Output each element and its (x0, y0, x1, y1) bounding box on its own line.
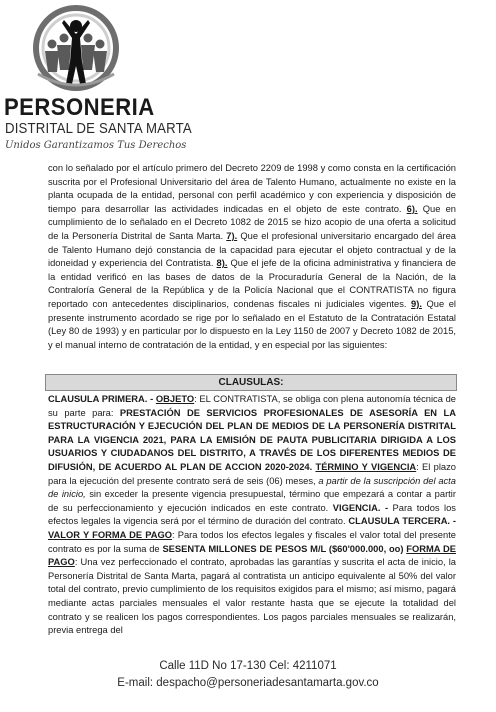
clause-1-text: : EL CONTRATISTA, se obliga con plena autonomía técnica de su parte para: (48, 394, 456, 418)
recitals-text (48, 162, 456, 352)
term-text-italic: a partir de la suscripción del acta de inicio, (48, 475, 456, 500)
clause-3-title: VALOR Y FORMA DE PAGO (48, 529, 173, 540)
recital-9-number: 9). (411, 298, 422, 309)
recital-7-text: Que el profesional universitario encargado del área de Talento Humano dejó constancia de la capacidad para ejecutar el objeto contractual y de la idoneidad y experiencia del Contratista. (48, 230, 456, 269)
org-subtitle: DISTRITAL DE SANTA MARTA (5, 120, 192, 137)
recital-8-text: Que el jefe de la oficina administrativa y financiera de la entidad verificó en las bases de datos de la Procuraduría General de la Nación, de la Contraloría General de la República y de la Policía Nacional que el CONTRATISTA no figura reportado con antecedentes disciplinarios, condenas fiscales ni judiciales vigentes. (48, 258, 456, 309)
clause-3-label: CLAUSULA TERCERA. - (348, 516, 456, 527)
recital-5-text: con lo señalado por el artículo primero del Decreto 2209 de 1998 y como consta en la certificación suscrita por el Profesional Universitario del área de Talento Humano, actualmente no existe en la planta ocupada de la entidad, personal con perfil académico y con experiencia y disposición de tiempo para desarrollar las actividades indicadas en el objeto de este contrato. (48, 163, 456, 214)
clause-3-text-a: : Para todos los efectos legales y fiscales el valor total del presente contrato es por la suma de (48, 529, 456, 554)
recital-9-text: Que el presente instrumento acordado se rige por lo señalado en el Estatuto de la Contratación Estatal (Ley 80 de 1993) y en particular por lo dispuesto en la Ley 1150 de 2007 y Decreto 1082 de 2015, y el manual interno de contratación de la entidad, y en especial por las siguientes: (48, 298, 456, 350)
clausulas-heading: CLAUSULAS: (45, 374, 457, 391)
recital-7-number: 7). (226, 230, 238, 241)
clause-1-title: OBJETO (155, 394, 195, 404)
recital-6-text: Que en cumplimiento de lo señalado en el Decreto 1082 de 2015 se hizo acopio de una oferta a solicitud de la Personería Distrital de Santa Marta. (48, 203, 456, 241)
clause-3-text-b: : Una vez perfeccionado el contrato, aprobadas las garantías y suscrita el acta de inicio, la Personería Distrital de Santa Marta, pagará al contratista un anticipo equivalente al 50% del valor total del contrato, previo cumplimiento de los requisitos exigidos para el mismo; así mismo, pagará mediante actas parciales mensuales el valor restante hasta que se ejecute la totalidad del contrato y se realicen los pagos correspondientes. Los pagos parciales mensuales se realizarán, previa entrega del (48, 557, 456, 636)
contract-amount: SESENTA MILLONES DE PESOS M/L ($60'000.000, oo) (162, 543, 404, 554)
footer-address: Calle 11D No 17-130 Cel: 4211071 (159, 660, 337, 672)
clause-1-object: PRESTACIÓN DE SERVICIOS PROFESIONALES DE ASESORÍA EN LA ESTRUCTURACIÓN Y EJECUCIÓN DEL PLAN DE MEDIOS DE LA PERSONERÍA DISTRITAL PARA LA VIGENCIA 2021, PARA LA EMISIÓN DE PAUTA PUBLICITARIA DIRIGIDA A LOS USUARIOS Y CIUDADANOS DEL DISTRITO, A TRAVÉS DE LOS DIFERENTES MEDIOS DE DIFUSIÓN, DE ACUERDO AL PLAN DE ACCION 2020-2024. (48, 407, 456, 472)
header-logo (4, 2, 192, 154)
clauses-text (48, 393, 456, 638)
recitals-paragraph (48, 162, 456, 352)
vigencia-label: VIGENCIA. - (332, 502, 389, 513)
clauses-section (48, 393, 456, 638)
page-footer (0, 658, 496, 692)
org-name: PERSONERIA (4, 94, 155, 121)
footer-email: E-mail: despacho@personeriadesantamarta.gov.co (117, 677, 379, 689)
term-text-b: sin exceder la presente vigencia presupuestal, término que empezará a contar a partir de su perfeccionamiento y ejecución indicados en este contrato. (48, 489, 456, 513)
term-title: TÉRMINO Y VIGENCIA (315, 461, 417, 472)
clause-1-label: CLAUSULA PRIMERA. - (48, 394, 154, 404)
term-text-a: : El plazo para la ejecución del presente contrato será de seis (06) meses, (48, 461, 456, 486)
vigencia-text: Para todos los efectos legales la vigencia será por el término de duración del contrato. (48, 502, 456, 527)
recital-6-number: 6). (406, 203, 418, 214)
org-slogan: Unidos Garantizamos Tus Derechos (5, 140, 187, 151)
payment-form-title: FORMA DE PAGO (48, 543, 456, 568)
people-circle-logo-icon (26, 4, 126, 96)
recital-8-number: 8). (216, 258, 228, 269)
